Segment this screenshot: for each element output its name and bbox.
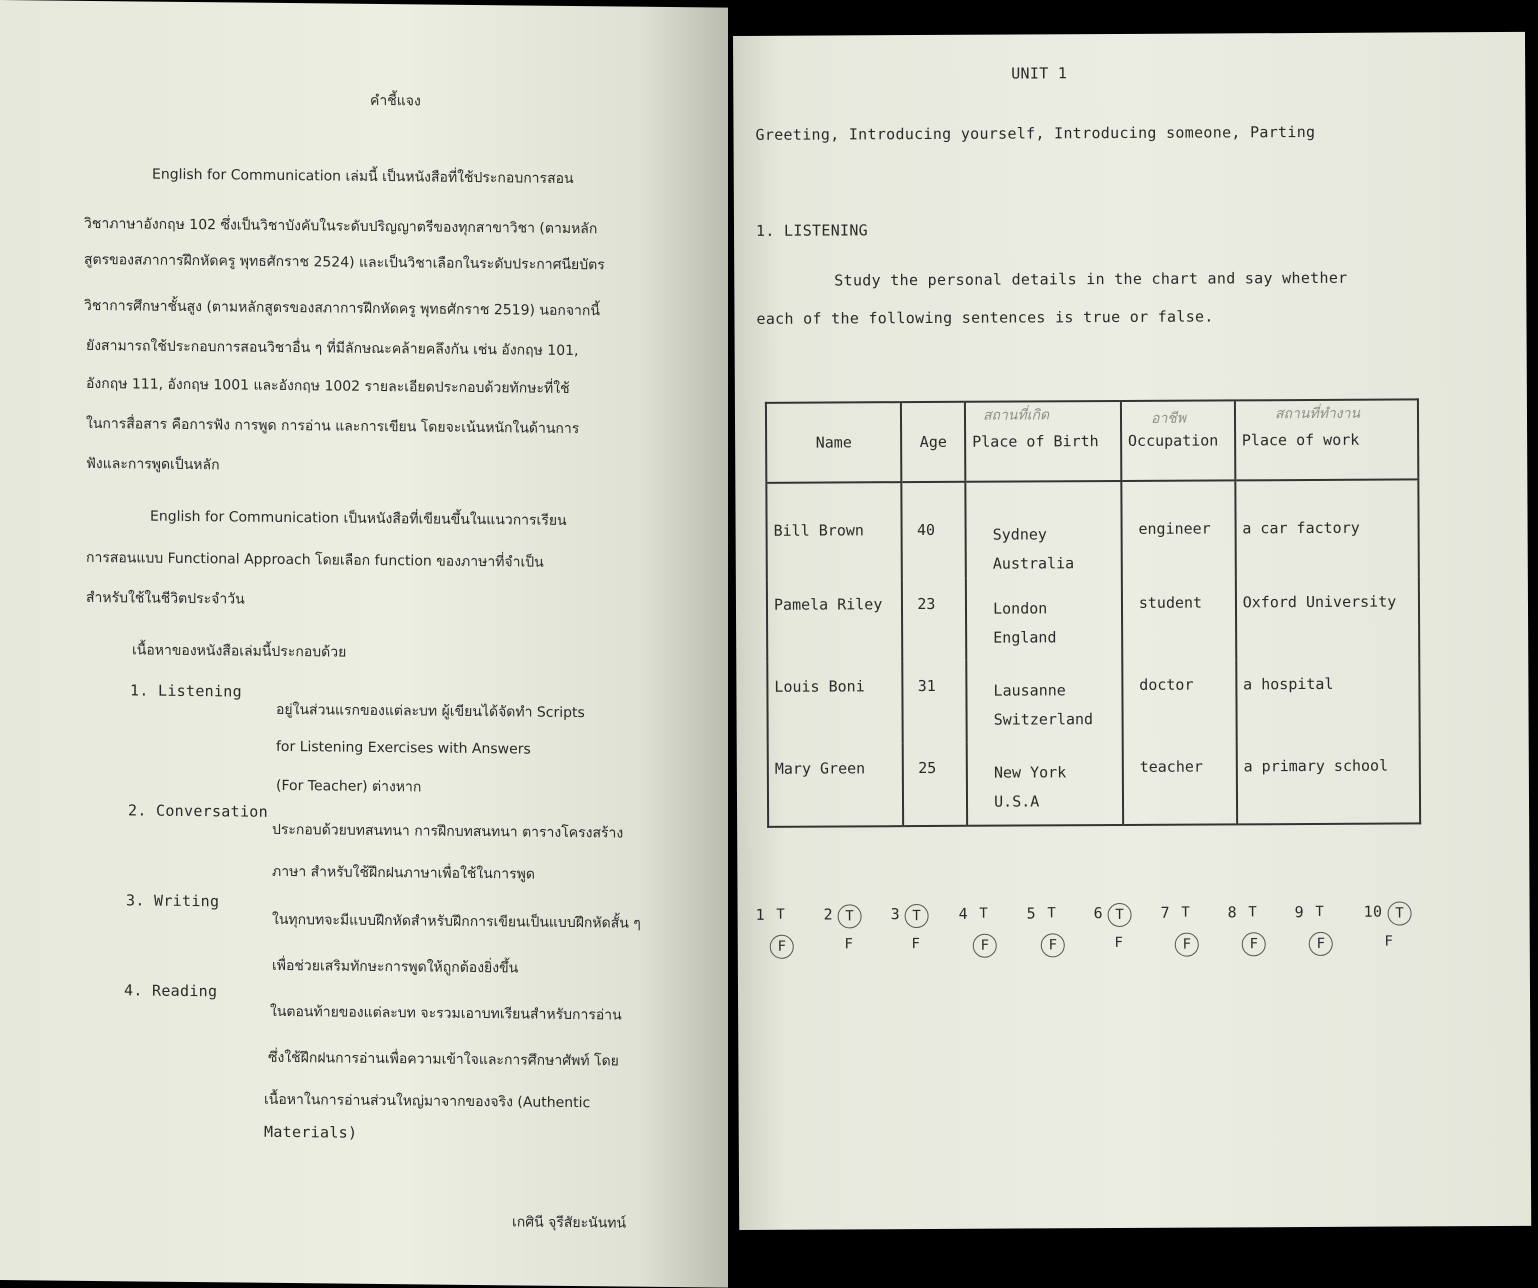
answer-number: 7 [1160, 903, 1170, 922]
right-page [733, 32, 1531, 1230]
answer-true: T [1388, 901, 1412, 925]
item-label-writing: 3. Writing [126, 891, 220, 911]
paragraph-line: English for Communication เล่มนี้ เป็นหนังสือที่ใช้ประกอบการสอน [152, 166, 574, 188]
cell-place-of-work: a car factory [1235, 479, 1419, 577]
answer-true: T [1047, 905, 1056, 922]
page-title: คำชี้แจง [370, 92, 421, 110]
cell-place-of-birth: London England [966, 578, 1122, 661]
item-line: ซึ่งใช้ฝึกฝนการอ่านเพื่อความเข้าใจและการศึกษาศัพท์ โดย [268, 1049, 619, 1070]
cell-place-of-work: a primary school [1236, 740, 1420, 824]
answer-number: 3 [890, 905, 900, 924]
table-row [767, 658, 1419, 743]
answer-false: F [770, 935, 794, 959]
answer-true: T [1181, 904, 1190, 921]
handwritten-note: สถานที่ทำงาน [1274, 405, 1361, 423]
answer-true: T [776, 906, 785, 923]
cell-place-of-work: Oxford University [1236, 576, 1420, 659]
answer-false: F [1175, 933, 1199, 957]
item-line: ประกอบด้วยบทสนทนา การฝึกบทสนทนา ตารางโครงสร้าง [272, 821, 624, 842]
item-label-conversation: 2. Conversation [128, 801, 268, 821]
paragraph-line: ยังสามารถใช้ประกอบการสอนวิชาอื่น ๆ ที่มีลักษณะคล้ายคลึงกัน เช่น อังกฤษ 101, [86, 337, 579, 360]
cell-age: 40 [902, 482, 966, 579]
item-line: ภาษา สำหรับใช้ฝึกฝนภาษาเพื่อใช้ในการพูด [272, 863, 535, 883]
paragraph-line: อังกฤษ 111, อังกฤษ 1001 และอังกฤษ 1002 รายละเอียดประกอบด้วยทักษะที่ใช้ [86, 375, 570, 397]
answer-number: 2 [823, 905, 833, 924]
answer-true: T [979, 905, 988, 922]
answer-number: 8 [1227, 903, 1237, 922]
cell-name: Louis Boni [774, 677, 865, 696]
cell-name: Mary Green [774, 759, 866, 778]
paragraph-line: ในการสื่อสาร คือการฟัง การพูด การอ่าน และการเขียน โดยจะเน้นหนักในด้านการ [86, 415, 580, 438]
cell-age: 25 [903, 743, 967, 826]
item-line: Materials) [264, 1122, 358, 1142]
contents-intro: เนื้อหาของหนังสือเล่มนี้ประกอบด้วย [132, 642, 347, 661]
paragraph-line: ฟังและการพูดเป็นหลัก [86, 455, 220, 474]
handwritten-note: สถานที่เกิด [982, 407, 1050, 424]
cell-place-of-birth: New York U.S.A [967, 742, 1123, 826]
answer-true: T [1108, 903, 1132, 927]
paragraph-line: การสอนแบบ Functional Approach โดยเลือก function ของภาษาที่จำเป็น [86, 549, 544, 571]
handwritten-note: อาชีพ [1150, 410, 1187, 427]
unit-title: UNIT 1 [1011, 64, 1068, 83]
answer-true: T [838, 904, 862, 928]
item-label-reading: 4. Reading [124, 981, 218, 1001]
cell-name: Bill Brown [773, 521, 864, 540]
item-line: อยู่ในส่วนแรกของแต่ละบท ผู้เขียนได้จัดทำ Scripts [276, 701, 585, 722]
answer-number: 6 [1093, 904, 1103, 923]
header-occupation: Occupation [1121, 400, 1235, 481]
answer-number: 5 [1026, 904, 1036, 923]
table-row [767, 576, 1419, 661]
answer-true: T [1315, 903, 1324, 920]
answer-false: F [1114, 934, 1124, 952]
cell-age: 23 [902, 579, 966, 661]
item-label-listening: 1. Listening [130, 681, 242, 701]
table-row [768, 740, 1420, 827]
answer-false: F [911, 936, 921, 953]
answer-false: F [1242, 932, 1266, 956]
author-signature: เกศินี จุรีสัยะนันทน์ [512, 1214, 627, 1232]
answer-false: F [1309, 932, 1333, 956]
paragraph-line: สูตรของสภาการฝึกหัดครู พุทธศักราช 2524) และเป็นวิชาเลือกในระดับประกาศนียบัตร [84, 251, 605, 274]
cell-occupation: teacher [1123, 741, 1237, 825]
header-place-of-work: Place of work [1235, 399, 1419, 480]
cell-age: 31 [903, 661, 967, 743]
answer-number: 10 [1363, 902, 1383, 921]
item-line: เพื่อช่วยเสริมทักษะการพูดให้ถูกต้องยิ่งขึ้น [272, 957, 519, 977]
cell-place-of-work: a hospital [1236, 658, 1420, 741]
item-line: ในตอนท้ายของแต่ละบท จะรวมเอาบทเรียนสำหรับการอ่าน [270, 1003, 622, 1024]
cell-place-of-birth: Sydney Australia [965, 481, 1121, 579]
paragraph-line: วิชาภาษาอังกฤษ 102 ซึ่งเป็นวิชาบังคับในระดับปริญญาตรีของทุกสาขาวิชา (ตามหลัก [84, 215, 598, 238]
table-header-row [766, 399, 1418, 482]
cell-occupation: student [1122, 577, 1236, 660]
paragraph-line: English for Communication เป็นหนังสือที่เขียนขึ้นในแนวการเรียน [150, 508, 567, 529]
header-name: Name [766, 402, 902, 483]
item-line: เนื้อหาในการอ่านส่วนใหญ่มาจากของจริง (Authentic [264, 1091, 591, 1112]
cell-occupation: doctor [1122, 659, 1236, 742]
item-line: for Listening Exercises with Answers [276, 738, 531, 758]
paragraph-line: สำหรับใช้ในชีวิตประจำวัน [86, 589, 245, 608]
answer-false: F [1384, 933, 1394, 950]
left-page [0, 0, 728, 1288]
header-age: Age [901, 402, 965, 482]
item-line: ในทุกบทจะมีแบบฝึกหัดสำหรับฝึกการเขียนเป็นแบบฝึกหัดสั้น ๆ [272, 911, 641, 932]
instruction-line: each of the following sentences is true or false. [756, 307, 1214, 328]
unit-topics: Greeting, Introducing yourself, Introducing someone, Parting [755, 122, 1316, 144]
table-row [766, 479, 1418, 579]
details-table [765, 398, 1421, 827]
answer-number: 1 [755, 905, 765, 924]
answer-false: F [844, 936, 854, 953]
section-heading: 1. LISTENING [755, 221, 869, 240]
answer-false: F [973, 934, 997, 958]
cell-name: Pamela Riley [773, 595, 883, 614]
answer-number: 9 [1294, 903, 1304, 922]
answer-false: F [1041, 933, 1065, 957]
instruction-line: Study the personal details in the chart and say whether [834, 268, 1348, 290]
paragraph-line: วิชาการศึกษาชั้นสูง (ตามหลักสูตรของสภาการฝึกหัดครู พุทธศักราช 2519) นอกจากนี้ [84, 297, 600, 320]
answer-true: T [1248, 904, 1257, 921]
item-line: (For Teacher) ต่างหาก [276, 777, 422, 796]
header-place-of-birth: Place of Birth [965, 401, 1121, 482]
answer-true: T [905, 904, 929, 928]
answer-number: 4 [958, 904, 968, 923]
cell-occupation: engineer [1121, 480, 1235, 578]
cell-place-of-birth: Lausanne Switzerland [966, 660, 1122, 743]
